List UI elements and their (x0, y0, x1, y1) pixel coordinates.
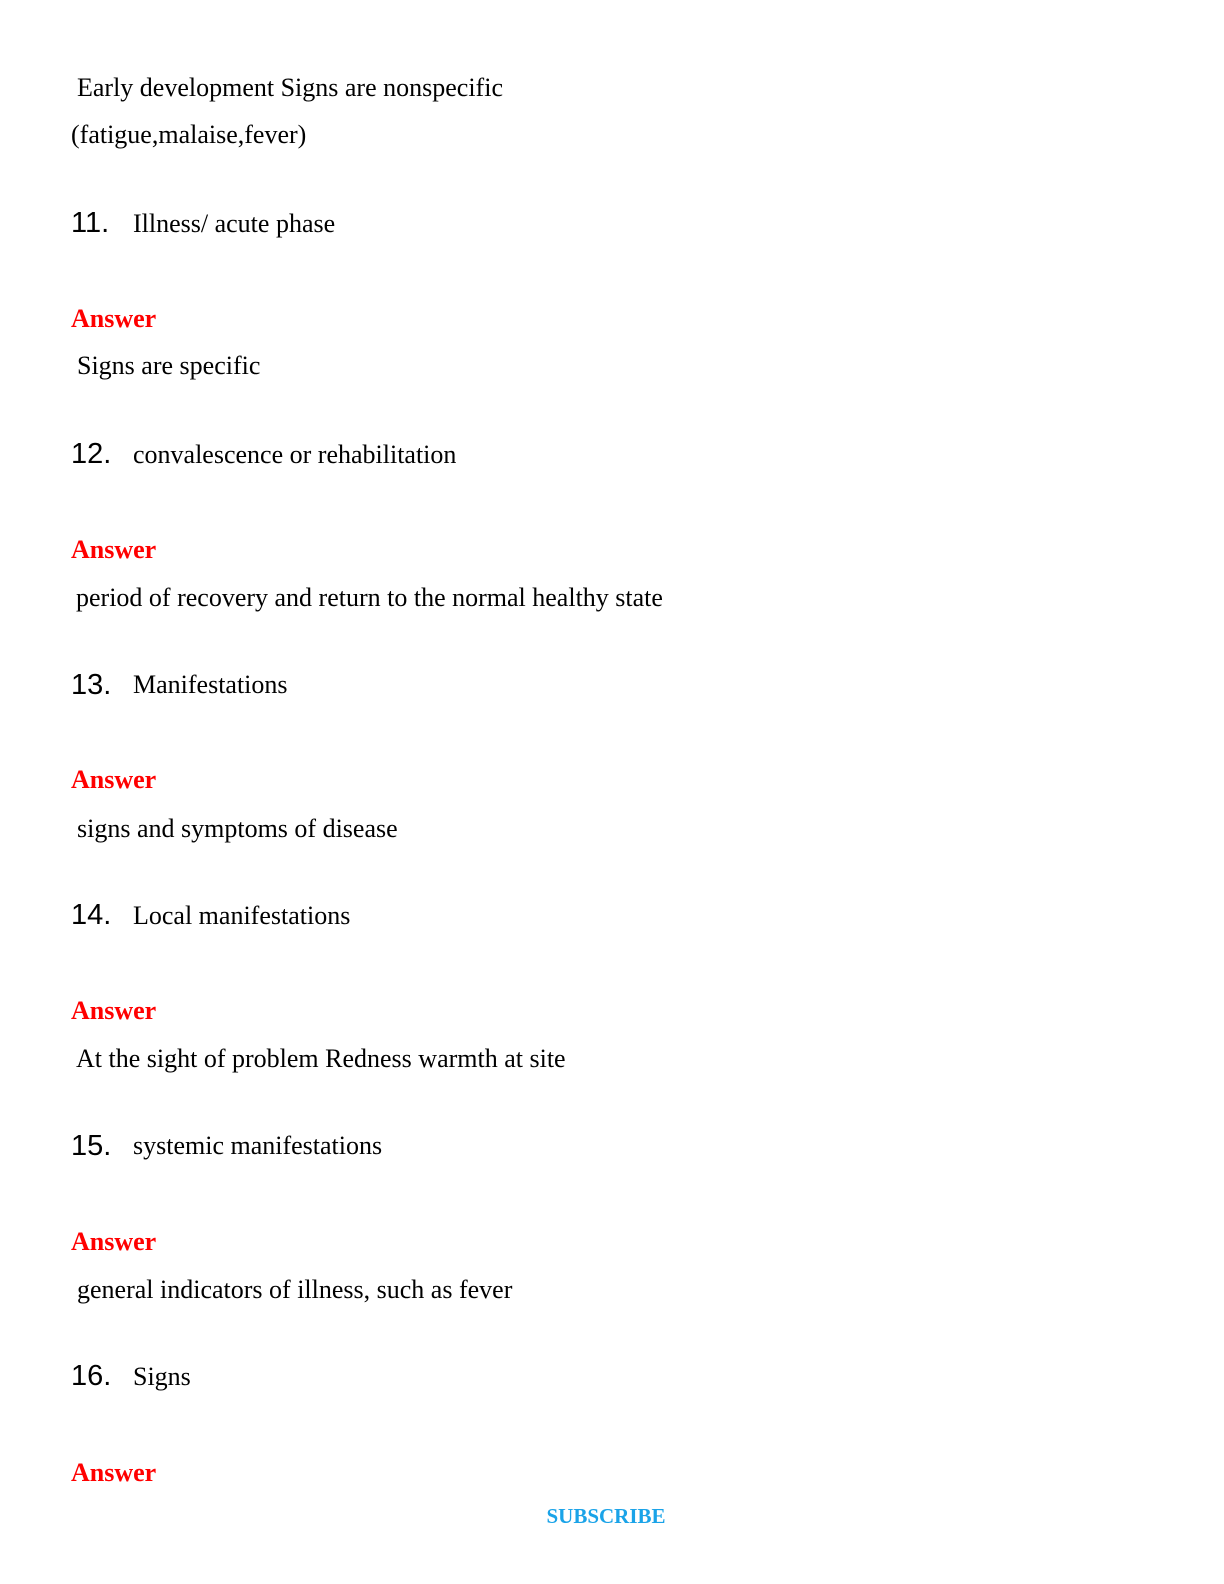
question-term: systemic manifestations (133, 1131, 383, 1160)
answer-text: signs and symptoms of disease (77, 814, 398, 843)
answer-text: At the sight of problem Redness warmth at site (76, 1044, 566, 1073)
answer-text: period of recovery and return to the normal healthy state (76, 583, 663, 612)
intro-line-1: Early development Signs are nonspecific (77, 73, 503, 102)
question-number: 14. (71, 899, 112, 931)
question-term: Illness/ acute phase (133, 209, 336, 238)
answer-label: Answer (71, 535, 157, 564)
answer-text: general indicators of illness, such as fever (77, 1275, 513, 1304)
answer-label: Answer (71, 1227, 157, 1256)
answer-label: Answer (71, 996, 157, 1025)
question-number: 15. (71, 1130, 112, 1162)
question-term: Local manifestations (133, 901, 351, 930)
question-number: 16. (71, 1360, 112, 1392)
question-number: 11. (71, 207, 110, 239)
question-term: convalescence or rehabilitation (133, 440, 457, 469)
question-number: 13. (71, 669, 112, 701)
answer-label: Answer (71, 304, 157, 333)
intro-line-2: (fatigue,malaise,fever) (71, 120, 307, 149)
answer-text: Signs are specific (77, 351, 261, 380)
subscribe-link[interactable]: SUBSCRIBE (546, 1504, 666, 1528)
answer-label: Answer (71, 765, 157, 794)
question-number: 12. (71, 438, 112, 470)
question-term: Manifestations (133, 670, 288, 699)
question-term: Signs (133, 1362, 191, 1391)
answer-label: Answer (71, 1458, 157, 1487)
